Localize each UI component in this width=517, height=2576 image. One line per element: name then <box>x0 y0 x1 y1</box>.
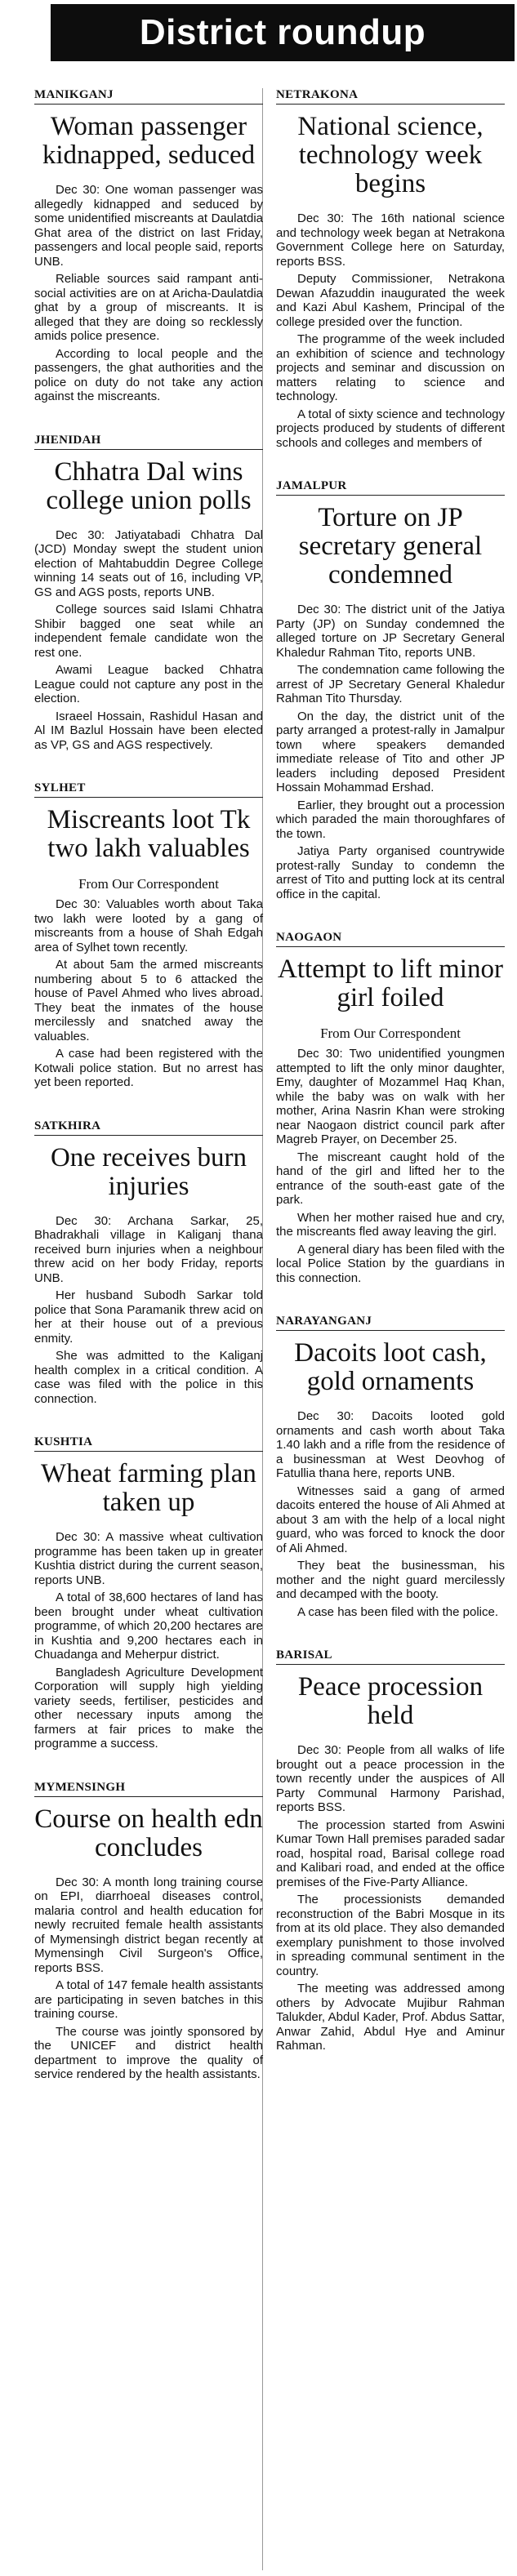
dateline-place: JAMALPUR <box>276 479 505 496</box>
story-barisal <box>276 1648 505 2053</box>
story-paragraph: Dec 30: Valuables worth about Taka two lakh were looted by a gang of miscreants from a house of Shah Edgah area of Sylhet town recently. <box>34 897 263 954</box>
story-paragraph: A total of sixty science and technology projects produced by students of different schools and colleges and members of <box>276 407 505 450</box>
story-paragraph: The processionists demanded reconstruction of the Babri Mosque in its from at its old place. They also demanded exemplary punishment to those involved in spreading communal sentiment in the country. <box>276 1893 505 1978</box>
right-column <box>276 88 505 2083</box>
story-naogaon <box>276 931 505 1285</box>
story-paragraph: A total of 38,600 hectares of land has been brought under wheat cultivation programme, of which 20,200 hectares are in Kushtia and 9,200 hectares each in Chuadanga and Meherpur district. <box>34 1591 263 1662</box>
story-paragraph: Dec 30: A massive wheat cultivation programme has been taken up in greater Kushtia district during the current season, reports UNB. <box>34 1530 263 1587</box>
story-paragraph: According to local people and the passengers, the ghat authorities and the police on duty do not take any action against the miscreants. <box>34 346 263 403</box>
story-paragraph: Dec 30: The 16th national science and technology week began at Netrakona Government College here on Saturday, reports BSS. <box>276 211 505 269</box>
story-paragraph: Earlier, they brought out a procession which paraded the main thoroughfares of the town. <box>276 798 505 841</box>
story-paragraph: College sources said Islami Chhatra Shibir bagged one seat while an independent female candidate won the rest one. <box>34 603 263 660</box>
story-headline: Miscreants loot Tk two lakh valuables <box>47 805 251 863</box>
left-column <box>34 88 263 2111</box>
story-jhenidah <box>34 434 263 753</box>
story-paragraph: She was admitted to the Kaliganj health complex in a critical condition. A case was filed with the police in this connection. <box>34 1349 263 1406</box>
story-headline: One receives burn injuries <box>50 1142 247 1201</box>
story-paragraph: When her mother raised hue and cry, the miscreants fled away leaving the girl. <box>276 1210 505 1239</box>
dateline-place: MANIKGANJ <box>34 88 263 105</box>
dateline-place: NETRAKONA <box>276 88 505 105</box>
story-paragraph: At about 5am the armed miscreants numbering about 5 to 6 attacked the house of Pavel Ahmed who lives abroad. They beat the inmates of the house mercilessly and snatched away the valuables. <box>34 958 263 1043</box>
story-paragraph: Deputy Commissioner, Netrakona Dewan Afazuddin inaugurated the week and Kazi Abul Kashem, Principal of the college presided over the function. <box>276 272 505 329</box>
story-satkhira <box>34 1119 263 1407</box>
story-paragraph: Witnesses said a gang of armed dacoits entered the house of Ali Ahmed at about 3 am with the help of a local night guard, who was forced to knock the door of Ali Ahmed. <box>276 1484 505 1555</box>
story-paragraph: The miscreant caught hold of the hand of the girl and lifted her to the entrance of the south-east gate of the park. <box>276 1150 505 1207</box>
story-paragraph: Israeel Hossain, Rashidul Hasan and Al IM Bazlul Hossain have been elected as VP, GS and AGS respectively. <box>34 709 263 752</box>
dateline-place: JHENIDAH <box>34 434 263 450</box>
story-paragraph: A case had been registered with the Kotwali police station. But no arrest has yet been reported. <box>34 1047 263 1089</box>
dateline-place: SATKHIRA <box>34 1119 263 1136</box>
story-paragraph: On the day, the district unit of the party arranged a protest-rally in Jamalpur town where speakers demanded immediate release of Tito and other JP leaders including deposed President Hossain Mohammad Ershad. <box>276 709 505 794</box>
story-kushtia <box>34 1435 263 1751</box>
story-paragraph: The condemnation came following the arrest of JP Secretary General Khaledur Rahman Tito Thursday. <box>276 663 505 705</box>
story-paragraph: Dec 30: One woman passenger was allegedly kidnapped and seduced by some unidentified miscreants at Daulatdia Ghat area of the district on last Friday, passengers and local people said, reports UNB. <box>34 183 263 269</box>
story-paragraph: Her husband Subodh Sarkar told police that Sona Paramanik threw acid on her at their house out of a previous enmity. <box>34 1288 263 1346</box>
story-mymensingh <box>34 1781 263 2082</box>
story-paragraph: A case has been filed with the police. <box>297 1604 498 1619</box>
story-headline: Peace procession held <box>297 1672 484 1730</box>
story-headline: National science, technology week begins <box>297 112 484 198</box>
story-paragraph: The meeting was addressed among others by Advocate Mujibur Rahman Talukder, Abdul Kader, Prof. Abdus Sattar, Anwar Zahid, Abdul Hye and Aminur Rahman. <box>276 1982 505 2053</box>
story-headline: Chhatra Dal wins college union polls <box>46 456 252 515</box>
dateline-place: NARAYANGANJ <box>276 1315 505 1331</box>
dateline-place: MYMENSINGH <box>34 1781 263 1797</box>
story-paragraph: A general diary has been filed with the local Police Station by the guardians in this connection. <box>276 1242 505 1285</box>
story-sylhet <box>34 781 263 1090</box>
story-paragraph: Awami League backed Chhatra League could not capture any post in the election. <box>34 663 263 705</box>
story-headline: Woman passenger kidnapped, seduced <box>42 112 256 170</box>
story-netrakona <box>276 88 505 450</box>
dateline-place: BARISAL <box>276 1648 505 1665</box>
dateline-place: KUSHTIA <box>34 1435 263 1452</box>
story-paragraph: The programme of the week included an exhibition of science and technology projects and seminar and discussion on matters relating to science and technology. <box>276 332 505 403</box>
story-byline: From Our Correspondent <box>320 1026 461 1041</box>
story-narayanganj <box>276 1315 505 1619</box>
story-headline: Course on health edn concludes <box>34 1804 263 1862</box>
story-paragraph: A total of 147 female health assistants are participating in seven batches in this training course. <box>34 1978 263 2021</box>
story-manikganj <box>34 88 263 404</box>
section-banner: District roundup <box>51 4 515 61</box>
story-paragraph: Dec 30: A month long training course on EPI, diarrhoeal diseases control, malaria control and health education for newly recruited female health assistants of Mymensingh district began recently at Mymensingh Civil Surgeon's Office, reports BSS. <box>34 1875 263 1975</box>
story-paragraph: Dec 30: The district unit of the Jatiya Party (JP) on Sunday condemned the alleged torture on JP Secretary General Khaledur Rahman Tito, reports UNB. <box>276 603 505 660</box>
story-paragraph: Dec 30: Dacoits looted gold ornaments and cash worth about Taka 1.40 lakh and a rifle from the residence of a businessman at West Deovhog of Fatullia thana here, reports UNB. <box>276 1409 505 1480</box>
story-paragraph: Bangladesh Agriculture Development Corporation will supply high yielding variety seeds, fertiliser, pesticides and other necessary inputs among the farmers at fair prices to make the programme a success. <box>34 1665 263 1751</box>
story-paragraph: Dec 30: Archana Sarkar, 25, Bhadrakhali village in Kaliganj thana received burn injuries when a neighbour threw acid on her body Friday, reports UNB. <box>34 1213 263 1285</box>
story-paragraph: They beat the businessman, his mother and the night guard mercilessly and decamped with the booty. <box>276 1559 505 1601</box>
story-paragraph: Dec 30: People from all walks of life brought out a peace procession in the town recently under the auspices of All Party Communal Harmony Parishad, reports BSS. <box>276 1743 505 1814</box>
dateline-place: NAOGAON <box>276 931 505 947</box>
story-paragraph: Dec 30: Two unidentified youngmen attempted to lift the only minor daughter, Emy, daughter of Mozammel Haq Khan, while the baby was on walk with her mother, Arina Nasrin Khan were stroking near Naogaon district council park after Magreb Prayer, on December 25. <box>276 1047 505 1146</box>
story-paragraph: Reliable sources said rampant anti-social activities are on at Aricha-Daulatdia ghat by a group of miscreants. It is alleged that they are doing so recklessly amids police presence. <box>34 272 263 343</box>
story-headline: Wheat farming plan taken up <box>41 1459 256 1517</box>
story-headline: Dacoits loot cash, gold ornaments <box>294 1338 487 1396</box>
story-paragraph: Dec 30: Jatiyatabadi Chhatra Dal (JCD) Monday swept the student union election of Mahtabuddin Degree College winning 14 seats out of 16, including VP, GS and AGS posts, reports UNB. <box>34 527 263 599</box>
story-paragraph: The procession started from Aswini Kumar Town Hall premises paraded sadar road, hospital road, Barisal college road and Kalibari road, and ended at the office premises of the Five-Party Alliance. <box>276 1817 505 1889</box>
story-paragraph: Jatiya Party organised countrywide protest-rally Sunday to condemn the arrest of Tito and putting lock at its central office in the capital. <box>276 844 505 901</box>
dateline-place: SYLHET <box>34 781 263 798</box>
story-headline: Attempt to lift minor girl foiled <box>278 954 503 1012</box>
story-jamalpur <box>276 479 505 901</box>
story-headline: Torture on JP secretary general condemned <box>298 503 483 589</box>
story-paragraph: The course was jointly sponsored by the UNICEF and district health department to improve the quality of service rendered by the health assistants. <box>34 2024 263 2081</box>
story-byline: From Our Correspondent <box>78 876 219 892</box>
